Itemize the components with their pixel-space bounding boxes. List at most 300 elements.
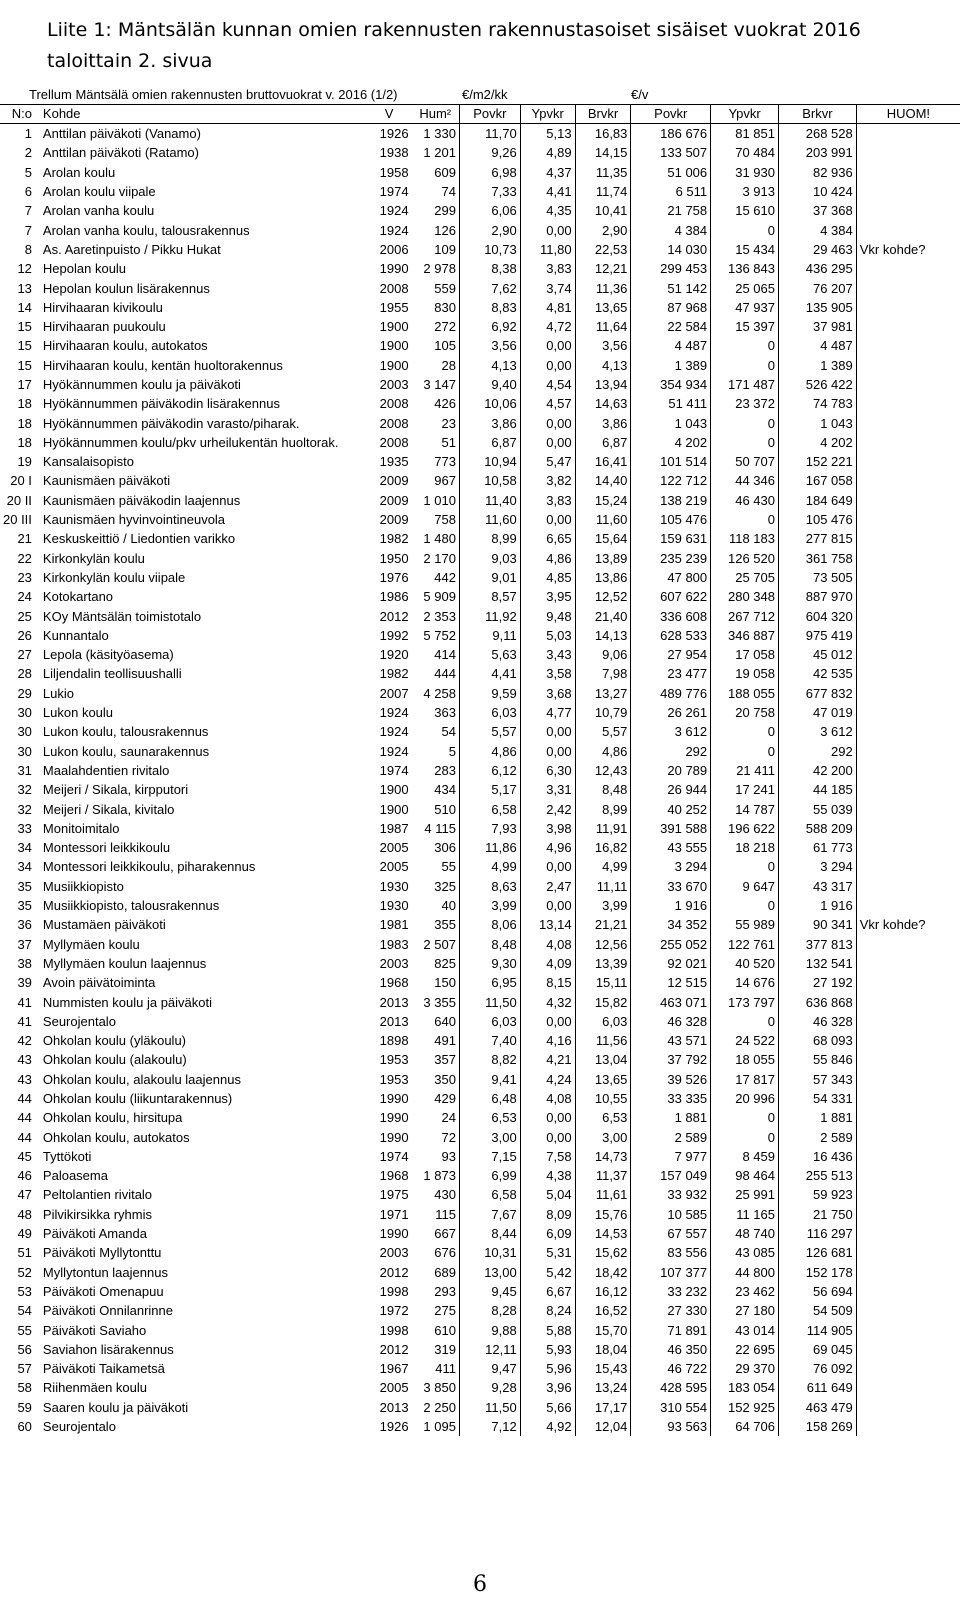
cell-brkvr-year: 361 758 (779, 549, 857, 568)
cell-brkvr-year: 158 269 (779, 1417, 857, 1436)
cell-ypvkr-year: 3 913 (711, 182, 779, 201)
cell-povkr-m2: 9,30 (459, 954, 520, 973)
cell-number: 6 (24, 184, 32, 200)
cell-year: 2012 (379, 608, 409, 624)
cell-number: 15 (17, 319, 32, 335)
cell-year: 1974 (379, 1148, 409, 1164)
cell-year: 1975 (379, 1187, 409, 1203)
cell-property: Meijeri / Sikala, kirpputori (42, 782, 189, 798)
cell-number: 18 (17, 415, 32, 431)
cell-area: 2 170 (412, 549, 460, 568)
cell-ypvkr-year: 19 058 (711, 664, 779, 683)
cell-brkvr-year: 54 509 (779, 1301, 857, 1320)
cell-number: 41 (17, 1013, 32, 1029)
cell-brvkr-m2: 4,86 (575, 742, 631, 761)
cell-property: Päiväkoti Onnilanrinne (42, 1303, 173, 1319)
cell-povkr-m2: 8,57 (459, 587, 520, 606)
cell-property: Hepolan koulun lisärakennus (42, 280, 210, 296)
cell-ypvkr-year: 15 610 (711, 201, 779, 220)
cell-povkr-year: 310 554 (631, 1398, 711, 1417)
cell-brvkr-m2: 17,17 (575, 1398, 631, 1417)
cell-property: Tyttökoti (42, 1148, 92, 1164)
cell-povkr-year: 4 202 (631, 433, 711, 452)
cell-povkr-year: 21 758 (631, 201, 711, 220)
cell-ypvkr-year: 20 758 (711, 703, 779, 722)
unit-label-per-m2-month: €/m2/kk (462, 87, 508, 102)
cell-ypvkr-year: 0 (711, 722, 779, 741)
cell-year: 1982 (379, 531, 409, 547)
cell-brvkr-m2: 13,89 (575, 549, 631, 568)
cell-ypvkr-year: 267 712 (711, 606, 779, 625)
cell-ypvkr-year: 11 165 (711, 1205, 779, 1224)
cell-note (856, 1050, 960, 1069)
cell-brvkr-m2: 16,41 (575, 452, 631, 471)
cell-note (856, 375, 960, 394)
cell-brvkr-m2: 14,13 (575, 626, 631, 645)
cell-area: 363 (412, 703, 460, 722)
cell-number: 7 (24, 203, 32, 219)
cell-brvkr-m2: 13,86 (575, 568, 631, 587)
cell-area: 306 (412, 838, 460, 857)
cell-ypvkr-year: 70 484 (711, 143, 779, 162)
cell-area: 444 (412, 664, 460, 683)
cell-brvkr-m2: 3,56 (575, 336, 631, 355)
cell-brkvr-year: 90 341 (779, 915, 857, 934)
cell-year: 1898 (379, 1033, 409, 1049)
cell-property: Kaunismäen päiväkodin laajennus (42, 492, 241, 508)
table-row (0, 163, 960, 182)
table-row (0, 587, 960, 606)
cell-number: 13 (17, 280, 32, 296)
cell-brkvr-year: 611 649 (779, 1378, 857, 1397)
cell-ypvkr-m2: 0,00 (520, 1012, 575, 1031)
cell-povkr-year: 10 585 (631, 1205, 711, 1224)
table-row (0, 568, 960, 587)
cell-brkvr-year: 69 045 (779, 1340, 857, 1359)
cell-povkr-m2: 9,45 (459, 1282, 520, 1301)
table-row (0, 857, 960, 876)
cell-note (856, 529, 960, 548)
cell-year: 2012 (379, 1264, 409, 1280)
cell-povkr-m2: 3,00 (459, 1127, 520, 1146)
cell-note (856, 433, 960, 452)
cell-povkr-m2: 6,58 (459, 1185, 520, 1204)
cell-povkr-year: 51 006 (631, 163, 711, 182)
cell-povkr-year: 235 239 (631, 549, 711, 568)
cell-brvkr-m2: 22,53 (575, 240, 631, 259)
cell-povkr-m2: 10,31 (459, 1243, 520, 1262)
cell-number: 42 (17, 1033, 32, 1049)
cell-ypvkr-m2: 0,00 (520, 336, 575, 355)
cell-area: 825 (412, 954, 460, 973)
cell-brkvr-year: 61 773 (779, 838, 857, 857)
cell-number: 51 (17, 1245, 32, 1261)
cell-year: 1998 (379, 1322, 409, 1338)
cell-brkvr-year: 44 185 (779, 780, 857, 799)
cell-area: 3 850 (412, 1378, 460, 1397)
cell-povkr-m2: 8,38 (459, 259, 520, 278)
cell-brvkr-m2: 14,40 (575, 471, 631, 490)
cell-property: Seurojentalo (42, 1419, 116, 1435)
cell-brvkr-m2: 11,11 (575, 877, 631, 896)
table-row (0, 336, 960, 355)
cell-brkvr-year: 105 476 (779, 510, 857, 529)
table-row (0, 761, 960, 780)
cell-povkr-m2: 8,06 (459, 915, 520, 934)
cell-ypvkr-m2: 0,00 (520, 742, 575, 761)
cell-povkr-m2: 8,83 (459, 298, 520, 317)
cell-povkr-year: 93 563 (631, 1417, 711, 1436)
cell-area: 1 873 (412, 1166, 460, 1185)
cell-ypvkr-m2: 4,35 (520, 201, 575, 220)
cell-ypvkr-year: 29 370 (711, 1359, 779, 1378)
cell-ypvkr-year: 8 459 (711, 1147, 779, 1166)
cell-year: 1990 (379, 1110, 409, 1126)
cell-povkr-m2: 12,11 (459, 1340, 520, 1359)
cell-ypvkr-year: 46 430 (711, 491, 779, 510)
cell-number: 8 (24, 241, 32, 257)
cell-note (856, 336, 960, 355)
cell-property: Myllytontun laajennus (42, 1264, 168, 1280)
cell-note (856, 1147, 960, 1166)
header-property: Kohde (38, 105, 367, 124)
cell-year: 1926 (379, 1419, 409, 1435)
cell-brvkr-m2: 14,63 (575, 394, 631, 413)
cell-brkvr-year: 1 916 (779, 896, 857, 915)
cell-brvkr-m2: 13,94 (575, 375, 631, 394)
cell-property: Hyökännummen päiväkodin lisärakennus (42, 396, 280, 412)
cell-year: 2003 (379, 377, 409, 392)
cell-note (856, 934, 960, 953)
cell-povkr-year: 33 335 (631, 1089, 711, 1108)
cell-property: Arolan vanha koulu, talousrakennus (42, 222, 250, 238)
cell-year: 1920 (379, 647, 409, 663)
cell-ypvkr-year: 48 740 (711, 1224, 779, 1243)
cell-year: 1967 (379, 1361, 409, 1377)
cell-property: Päiväkoti Taikametsä (42, 1361, 165, 1377)
cell-ypvkr-m2: 3,58 (520, 664, 575, 683)
cell-property: Ohkolan koulu, hirsitupa (42, 1110, 183, 1126)
cell-povkr-year: 71 891 (631, 1320, 711, 1339)
cell-ypvkr-m2: 11,80 (520, 240, 575, 259)
cell-area: 1 480 (412, 529, 460, 548)
cell-note (856, 973, 960, 992)
cell-ypvkr-year: 40 520 (711, 954, 779, 973)
cell-year: 1986 (379, 589, 409, 605)
cell-ypvkr-year: 14 787 (711, 799, 779, 818)
cell-note (856, 819, 960, 838)
cell-year: 1982 (379, 666, 409, 682)
cell-povkr-m2: 6,95 (459, 973, 520, 992)
cell-note (856, 356, 960, 375)
table-row (0, 645, 960, 664)
cell-povkr-m2: 9,41 (459, 1070, 520, 1089)
cell-brkvr-year: 4 202 (779, 433, 857, 452)
cell-note (856, 220, 960, 239)
cell-ypvkr-m2: 3,43 (520, 645, 575, 664)
cell-year: 2012 (379, 1341, 409, 1357)
cell-brvkr-m2: 15,76 (575, 1205, 631, 1224)
cell-area: 667 (412, 1224, 460, 1243)
cell-note (856, 568, 960, 587)
cell-number: 41 (17, 994, 32, 1010)
cell-povkr-year: 12 515 (631, 973, 711, 992)
cell-number: 46 (17, 1168, 32, 1184)
cell-area: 283 (412, 761, 460, 780)
cell-property: Hepolan koulu (42, 261, 127, 277)
cell-number: 30 (17, 705, 32, 721)
cell-ypvkr-year: 43 014 (711, 1320, 779, 1339)
cell-ypvkr-m2: 0,00 (520, 510, 575, 529)
cell-ypvkr-m2: 3,96 (520, 1378, 575, 1397)
cell-property: Ohkolan koulu, autokatos (42, 1129, 190, 1145)
cell-brkvr-year: 167 058 (779, 471, 857, 490)
cell-year: 2003 (379, 955, 409, 971)
cell-ypvkr-m2: 2,47 (520, 877, 575, 896)
cell-note (856, 799, 960, 818)
cell-povkr-m2: 11,60 (459, 510, 520, 529)
cell-brvkr-m2: 15,43 (575, 1359, 631, 1378)
cell-year: 1926 (379, 126, 409, 142)
cell-ypvkr-m2: 6,09 (520, 1224, 575, 1243)
table-row (0, 549, 960, 568)
cell-ypvkr-year: 15 434 (711, 240, 779, 259)
cell-area: 430 (412, 1185, 460, 1204)
cell-povkr-m2: 10,73 (459, 240, 520, 259)
table-row (0, 1417, 960, 1436)
cell-brkvr-year: 152 221 (779, 452, 857, 471)
cell-note (856, 1340, 960, 1359)
cell-povkr-year: 428 595 (631, 1378, 711, 1397)
cell-ypvkr-year: 22 695 (711, 1340, 779, 1359)
cell-note (856, 452, 960, 471)
cell-area: 676 (412, 1243, 460, 1262)
cell-number: 34 (17, 859, 32, 875)
cell-brvkr-m2: 18,04 (575, 1340, 631, 1359)
cell-povkr-m2: 3,99 (459, 896, 520, 915)
cell-povkr-year: 40 252 (631, 799, 711, 818)
cell-brkvr-year: 887 970 (779, 587, 857, 606)
cell-ypvkr-m2: 3,83 (520, 491, 575, 510)
cell-property: Lukon koulu (42, 705, 114, 721)
cell-ypvkr-year: 280 348 (711, 587, 779, 606)
cell-brvkr-m2: 3,99 (575, 896, 631, 915)
cell-brvkr-m2: 6,53 (575, 1108, 631, 1127)
cell-brkvr-year: 3 612 (779, 722, 857, 741)
cell-povkr-year: 299 453 (631, 259, 711, 278)
cell-ypvkr-m2: 3,83 (520, 259, 575, 278)
cell-brvkr-m2: 21,40 (575, 606, 631, 625)
cell-brvkr-m2: 15,70 (575, 1320, 631, 1339)
cell-ypvkr-year: 25 065 (711, 278, 779, 297)
cell-ypvkr-year: 196 622 (711, 819, 779, 838)
cell-year: 2009 (379, 473, 409, 489)
cell-year: 1924 (379, 203, 409, 219)
page-number: 6 (473, 1572, 487, 1597)
cell-povkr-m2: 8,44 (459, 1224, 520, 1243)
cell-number: 44 (17, 1110, 32, 1126)
cell-property: Arolan koulu (42, 164, 116, 180)
cell-year: 1953 (379, 1071, 409, 1087)
cell-brkvr-year: 1 389 (779, 356, 857, 375)
cell-area: 773 (412, 452, 460, 471)
cell-note (856, 1224, 960, 1243)
cell-brvkr-m2: 13,04 (575, 1050, 631, 1069)
cell-ypvkr-m2: 0,00 (520, 896, 575, 915)
cell-povkr-year: 157 049 (631, 1166, 711, 1185)
table-row (0, 722, 960, 741)
cell-brvkr-m2: 9,06 (575, 645, 631, 664)
cell-note (856, 1263, 960, 1282)
cell-year: 1955 (379, 299, 409, 315)
cell-note (856, 143, 960, 162)
cell-brvkr-m2: 7,98 (575, 664, 631, 683)
cell-brkvr-year: 82 936 (779, 163, 857, 182)
cell-note (856, 1282, 960, 1301)
cell-property: KOy Mäntsälän toimistotalo (42, 608, 202, 624)
cell-povkr-year: 354 934 (631, 375, 711, 394)
cell-brkvr-year: 42 200 (779, 761, 857, 780)
table-row (0, 143, 960, 162)
cell-povkr-year: 1 881 (631, 1108, 711, 1127)
cell-povkr-year: 23 477 (631, 664, 711, 683)
cell-ypvkr-year: 0 (711, 356, 779, 375)
cell-property: Paloasema (42, 1168, 108, 1184)
cell-note (856, 877, 960, 896)
cell-povkr-year: 51 142 (631, 278, 711, 297)
cell-ypvkr-m2: 0,00 (520, 356, 575, 375)
table-row (0, 317, 960, 336)
cell-ypvkr-year: 47 937 (711, 298, 779, 317)
cell-brvkr-m2: 11,60 (575, 510, 631, 529)
cell-ypvkr-m2: 4,32 (520, 992, 575, 1011)
cell-povkr-m2: 9,59 (459, 684, 520, 703)
table-row (0, 452, 960, 471)
cell-area: 109 (412, 240, 460, 259)
cell-brvkr-m2: 6,87 (575, 433, 631, 452)
cell-area: 610 (412, 1320, 460, 1339)
cell-area: 3 147 (412, 375, 460, 394)
cell-brvkr-m2: 14,15 (575, 143, 631, 162)
cell-povkr-m2: 3,56 (459, 336, 520, 355)
cell-note (856, 1205, 960, 1224)
cell-ypvkr-m2: 6,67 (520, 1282, 575, 1301)
cell-ypvkr-year: 81 851 (711, 124, 779, 144)
table-row (0, 664, 960, 683)
cell-brkvr-year: 114 905 (779, 1320, 857, 1339)
cell-brvkr-m2: 10,41 (575, 201, 631, 220)
cell-ypvkr-year: 43 085 (711, 1243, 779, 1262)
cell-povkr-year: 26 944 (631, 780, 711, 799)
table-row (0, 915, 960, 934)
cell-note (856, 1185, 960, 1204)
cell-ypvkr-m2: 4,86 (520, 549, 575, 568)
cell-brkvr-year: 21 750 (779, 1205, 857, 1224)
cell-ypvkr-m2: 4,85 (520, 568, 575, 587)
table-row (0, 1301, 960, 1320)
cell-ypvkr-year: 118 183 (711, 529, 779, 548)
table-row (0, 799, 960, 818)
cell-property: Päiväkoti Amanda (42, 1226, 147, 1242)
cell-area: 299 (412, 201, 460, 220)
cell-property: Anttilan päiväkoti (Ratamo) (42, 145, 199, 161)
cell-ypvkr-m2: 4,08 (520, 934, 575, 953)
cell-year: 1924 (379, 705, 409, 721)
cell-brkvr-year: 76 092 (779, 1359, 857, 1378)
cell-property: Hirvihaaran kivikoulu (42, 299, 163, 315)
cell-povkr-m2: 6,48 (459, 1089, 520, 1108)
cell-povkr-year: 607 622 (631, 587, 711, 606)
cell-year: 1900 (379, 338, 409, 354)
cell-ypvkr-year: 23 372 (711, 394, 779, 413)
cell-povkr-year: 186 676 (631, 124, 711, 144)
cell-property: Lepola (käsityöasema) (42, 647, 174, 663)
cell-property: Kaunismäen päiväkoti (42, 473, 171, 489)
cell-brvkr-m2: 11,91 (575, 819, 631, 838)
cell-ypvkr-m2: 0,00 (520, 1127, 575, 1146)
cell-brkvr-year: 3 294 (779, 857, 857, 876)
cell-ypvkr-year: 17 058 (711, 645, 779, 664)
cell-brvkr-m2: 12,21 (575, 259, 631, 278)
cell-year: 2008 (379, 396, 409, 412)
cell-povkr-year: 39 526 (631, 1070, 711, 1089)
cell-ypvkr-m2: 4,81 (520, 298, 575, 317)
cell-ypvkr-year: 24 522 (711, 1031, 779, 1050)
cell-year: 2006 (379, 241, 409, 257)
table-row (0, 1050, 960, 1069)
cell-ypvkr-m2: 5,04 (520, 1185, 575, 1204)
cell-ypvkr-m2: 4,41 (520, 182, 575, 201)
cell-povkr-m2: 9,26 (459, 143, 520, 162)
cell-povkr-m2: 11,50 (459, 992, 520, 1011)
cell-area: 491 (412, 1031, 460, 1050)
cell-area: 275 (412, 1301, 460, 1320)
table-row (0, 877, 960, 896)
cell-year: 2008 (379, 415, 409, 431)
cell-ypvkr-m2: 5,66 (520, 1398, 575, 1417)
cell-note (856, 1089, 960, 1108)
table-row (0, 298, 960, 317)
cell-number: 56 (17, 1341, 32, 1357)
table-row (0, 1282, 960, 1301)
page-title: Liite 1: Mäntsälän kunnan omien rakennusten rakennustasoiset sisäiset vuokrat 2016 taloittain 2. sivua (47, 18, 861, 72)
cell-ypvkr-year: 21 411 (711, 761, 779, 780)
cell-year: 1950 (379, 550, 409, 566)
cell-ypvkr-year: 152 925 (711, 1398, 779, 1417)
cell-brvkr-m2: 3,86 (575, 413, 631, 432)
cell-year: 2007 (379, 685, 409, 701)
cell-ypvkr-m2: 5,13 (520, 124, 575, 144)
cell-note (856, 645, 960, 664)
cell-number: 15 (17, 357, 32, 373)
cell-ypvkr-m2: 4,72 (520, 317, 575, 336)
cell-povkr-year: 43 555 (631, 838, 711, 857)
cell-property: Myllymäen koulun laajennus (42, 955, 207, 971)
cell-number: 24 (17, 589, 32, 605)
cell-note (856, 703, 960, 722)
cell-number: 43 (17, 1052, 32, 1068)
cell-property: Anttilan päiväkoti (Vanamo) (42, 126, 201, 142)
cell-note (856, 1320, 960, 1339)
table-row (0, 278, 960, 297)
cell-area: 1 201 (412, 143, 460, 162)
cell-year: 2008 (379, 434, 409, 450)
cell-ypvkr-year: 0 (711, 1127, 779, 1146)
cell-area: 2 978 (412, 259, 460, 278)
cell-povkr-m2: 6,92 (459, 317, 520, 336)
cell-povkr-m2: 7,40 (459, 1031, 520, 1050)
cell-area: 2 507 (412, 934, 460, 953)
